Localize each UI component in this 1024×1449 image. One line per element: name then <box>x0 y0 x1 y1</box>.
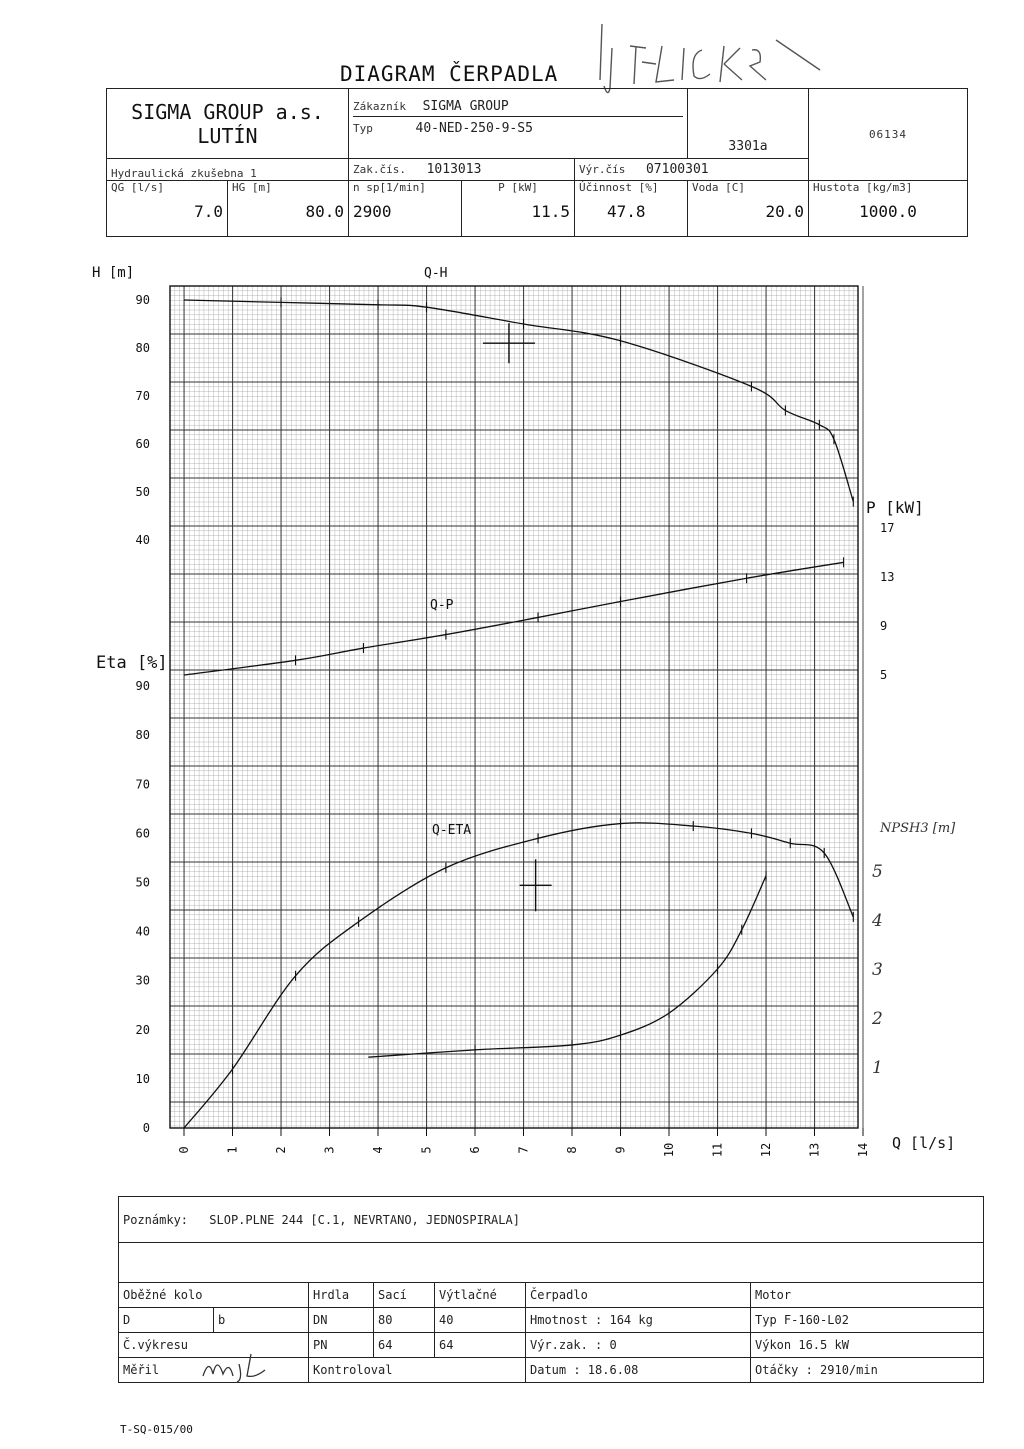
eta-tick-label: 30 <box>135 973 150 988</box>
impeller-b: b <box>214 1308 309 1333</box>
series-line-q-eta <box>184 823 853 1128</box>
type-value: 40-NED-250-9-S5 <box>415 121 533 136</box>
label-q-eta: Q-ETA <box>432 823 472 838</box>
notes-value: SLOP.PLNE 244 [C.1, NEVRTANO, JEDNOSPIRALA] <box>209 1212 520 1227</box>
nsp-value: 2900 <box>353 202 392 221</box>
water-label: Voda [C] <box>692 181 745 194</box>
pn-vytlacne: 64 <box>435 1333 526 1358</box>
x-tick-label: 1 <box>225 1146 240 1154</box>
npsh-tick-label: 2 <box>872 1009 883 1029</box>
h-tick-label: 60 <box>135 437 150 451</box>
pump-date: Datum : 18.6.08 <box>526 1358 751 1383</box>
eta-axis-label: Eta [%] <box>96 653 168 673</box>
dn-vytlacne: 40 <box>435 1308 526 1333</box>
p-tick-label: 9 <box>880 619 888 633</box>
eta-tick-label: 20 <box>135 1022 150 1037</box>
dn-label: DN <box>309 1308 374 1333</box>
motor-type: Typ F-160-L02 <box>751 1308 984 1333</box>
page-title: DIAGRAM ČERPADLA <box>340 62 559 86</box>
eta-tick-label: 40 <box>135 924 150 939</box>
checked-label: Kontroloval <box>309 1358 526 1383</box>
x-tick-label: 2 <box>274 1146 288 1154</box>
serial-value: 07100301 <box>645 162 709 177</box>
eta-tick-label: 50 <box>135 875 150 890</box>
p-tick-label: 13 <box>880 570 895 584</box>
motor-speed: Otáčky : 2910/min <box>751 1358 984 1383</box>
measured-label: Měřil <box>123 1363 160 1377</box>
lab-name: Hydraulická zkušebna 1 <box>111 167 257 180</box>
npsh-tick-label: 5 <box>872 862 883 882</box>
x-tick-label: 13 <box>807 1142 822 1158</box>
label-q-h: Q-H <box>424 266 448 281</box>
x-tick-label: 8 <box>565 1146 579 1154</box>
type-code: 3301a <box>728 139 768 154</box>
hrdla-label: Hrdla <box>309 1283 374 1308</box>
serial-label: Výr.čís <box>579 163 626 176</box>
pump-label: Čerpadlo <box>526 1283 751 1308</box>
x-tick-label: 0 <box>177 1146 191 1154</box>
eta-tick-label: 10 <box>135 1071 150 1086</box>
company-city: LUTÍN <box>197 123 258 148</box>
eta-tick-label: 90 <box>135 679 150 694</box>
saci-label: Sací <box>374 1283 435 1308</box>
pump-order: Výr.zak. : 0 <box>526 1333 751 1358</box>
sheet-number: 06134 <box>809 89 968 181</box>
pn-label: PN <box>309 1333 374 1358</box>
x-tick-label: 5 <box>419 1146 434 1154</box>
label-q-p: Q-P <box>430 598 454 613</box>
order-label: Zak.čís. <box>353 163 406 176</box>
x-tick-label: 10 <box>662 1142 676 1158</box>
x-tick-label: 3 <box>322 1146 337 1154</box>
dn-saci: 80 <box>374 1308 435 1333</box>
x-tick-label: 11 <box>710 1142 725 1158</box>
h-tick-label: 80 <box>135 341 150 355</box>
eta-tick-label: 80 <box>135 728 150 743</box>
motor-label: Motor <box>751 1283 984 1308</box>
drawing-label: Č.výkresu <box>119 1333 309 1358</box>
h-tick-label: 70 <box>135 389 150 403</box>
qg-label: QG [l/s] <box>111 181 164 194</box>
motor-power: Výkon 16.5 kW <box>751 1333 984 1358</box>
x-axis-label: Q [l/s] <box>892 1134 956 1152</box>
density-label: Hustota [kg/m3] <box>813 181 913 194</box>
order-value: 1013013 <box>426 162 482 177</box>
eta-tick-label: 0 <box>142 1121 150 1135</box>
measured-signature <box>199 1350 279 1384</box>
density-value: 1000.0 <box>859 202 917 221</box>
series-line-q-h <box>184 300 853 502</box>
eta-tick-label: 60 <box>135 826 150 841</box>
impeller-d: D <box>119 1308 214 1333</box>
p-tick-label: 5 <box>880 668 888 682</box>
x-tick-label: 14 <box>856 1142 870 1158</box>
x-tick-label: 12 <box>759 1142 773 1158</box>
x-tick-label: 9 <box>613 1146 628 1154</box>
npsh-tick-label: 1 <box>872 1058 883 1078</box>
series-line-q-p <box>184 562 844 675</box>
customer-label: Zákazník <box>353 100 406 113</box>
nsp-label: n sp[1/min] <box>353 181 426 194</box>
power-label: P [kW] <box>498 181 538 194</box>
h-tick-label: 40 <box>135 533 150 547</box>
plot-frame <box>170 286 858 1128</box>
h-axis-label: H [m] <box>92 265 135 281</box>
npsh-tick-label: 3 <box>872 960 883 980</box>
efficiency-value: 47.8 <box>607 202 646 221</box>
pn-saci: 64 <box>374 1333 435 1358</box>
h-tick-label: 90 <box>135 293 150 307</box>
vytlacne-label: Výtlačné <box>435 1283 526 1308</box>
p-tick-label: 17 <box>880 521 895 535</box>
hg-value: 80.0 <box>305 202 344 221</box>
water-value: 20.0 <box>765 202 804 221</box>
x-tick-label: 7 <box>516 1146 531 1154</box>
customer-value: SIGMA GROUP <box>422 99 509 114</box>
document-code: T-SQ-015/00 <box>120 1423 193 1436</box>
pump-mass: Hmotnost : 164 kg <box>526 1308 751 1333</box>
hg-label: HG [m] <box>232 181 272 194</box>
qg-value: 7.0 <box>194 202 223 221</box>
npsh-axis-label: NPSH3 [m] <box>880 821 956 836</box>
notes-label: Poznámky: <box>123 1212 189 1227</box>
footer-table <box>118 1196 984 1383</box>
x-tick-label: 4 <box>371 1146 385 1154</box>
company-name: SIGMA GROUP a.s. <box>131 99 324 124</box>
type-label: Typ <box>353 122 373 135</box>
npsh-tick-label: 4 <box>872 911 883 931</box>
x-tick-label: 6 <box>468 1146 482 1154</box>
eta-tick-label: 70 <box>135 777 150 792</box>
power-value: 11.5 <box>531 202 570 221</box>
p-axis-label: P [kW] <box>866 498 924 517</box>
efficiency-label: Účinnost [%] <box>579 181 659 194</box>
impeller-label: Oběžné kolo <box>119 1283 309 1308</box>
h-tick-label: 50 <box>135 485 150 499</box>
